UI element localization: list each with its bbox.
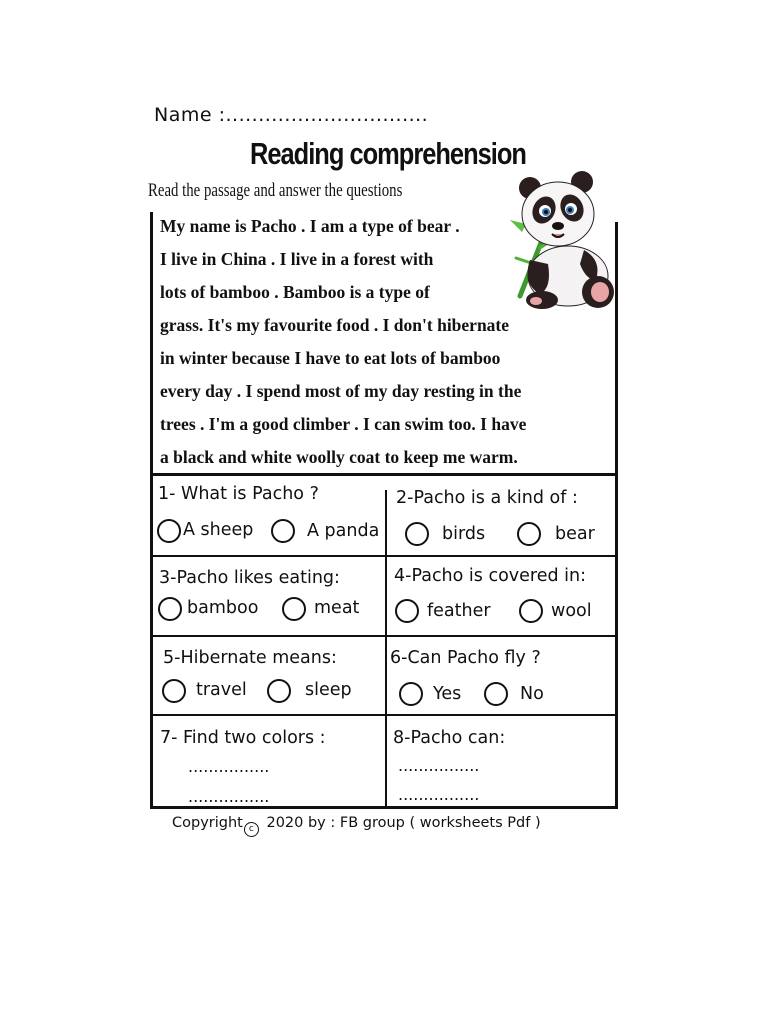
q1-option-a-label: A sheep (183, 520, 254, 540)
q1-option-a-radio[interactable] (157, 519, 181, 543)
instructions: Read the passage and answer the questions (148, 180, 403, 201)
passage-line: I live in China . I live in a forest with (160, 249, 434, 269)
q5-option-b-radio[interactable] (267, 679, 291, 703)
q6-option-a-label: Yes (433, 684, 462, 704)
q2-option-b-label: bear (555, 524, 595, 544)
name-field[interactable]: Name :............................... (154, 104, 429, 126)
q2-option-b-radio[interactable] (517, 522, 541, 546)
copyright-text: 2020 by : FB group ( worksheets Pdf ) (261, 815, 541, 831)
q8-answer-blank-1[interactable]: ................ (398, 756, 480, 775)
question-7: 7- Find two colors : (160, 728, 326, 748)
q5-option-a-label: travel (196, 680, 247, 700)
questions-center-divider (385, 490, 387, 808)
question-8: 8-Pacho can: (393, 728, 506, 748)
frame-left-border (150, 212, 153, 808)
q2-option-a-radio[interactable] (405, 522, 429, 546)
q2-option-a-label: birds (442, 524, 486, 544)
row-divider-2 (150, 635, 618, 637)
passage-line: every day . I spend most of my day resting in the (160, 381, 522, 401)
passage-line: in winter because I have to eat lots of bamboo (160, 348, 501, 368)
copyright-icon: c (244, 822, 259, 837)
passage-line: My name is Pacho . I am a type of bear . (160, 216, 460, 236)
q1-option-b-radio[interactable] (271, 519, 295, 543)
frame-bottom-border (150, 806, 618, 809)
q5-option-a-radio[interactable] (162, 679, 186, 703)
row-divider-3 (150, 714, 618, 716)
copyright-prefix: Copyright (172, 815, 243, 831)
passage-line: grass. It's my favourite food . I don't hibernate (160, 315, 510, 335)
q8-answer-blank-2[interactable]: ................ (398, 785, 480, 804)
q3-option-a-label: bamboo (187, 598, 259, 618)
q3-option-b-label: meat (314, 598, 360, 618)
passage-line: trees . I'm a good climber . I can swim too. I have (160, 414, 527, 434)
worksheet-title: Reading comprehension (250, 136, 526, 171)
q7-answer-blank-2[interactable]: ................ (188, 787, 270, 806)
question-1: 1- What is Pacho ? (158, 484, 319, 504)
passage-line: lots of bamboo . Bamboo is a type of (160, 282, 430, 302)
q4-option-a-label: feather (427, 601, 491, 621)
q6-option-b-radio[interactable] (484, 682, 508, 706)
q6-option-a-radio[interactable] (399, 682, 423, 706)
q3-option-a-radio[interactable] (158, 597, 182, 621)
q4-option-b-label: wool (551, 601, 592, 621)
passage-line: a black and white woolly coat to keep me warm. (160, 447, 518, 467)
q7-answer-blank-1[interactable]: ................ (188, 757, 270, 776)
q6-option-b-label: No (520, 684, 544, 704)
question-3: 3-Pacho likes eating: (159, 568, 340, 588)
panda-eating-bamboo-icon (500, 168, 618, 310)
row-divider-1 (150, 555, 618, 557)
question-5: 5-Hibernate means: (163, 648, 337, 668)
q3-option-b-radio[interactable] (282, 597, 306, 621)
q4-option-b-radio[interactable] (519, 599, 543, 623)
question-6: 6-Can Pacho fly ? (390, 648, 541, 668)
q1-option-b-label: A panda (307, 521, 380, 541)
question-2: 2-Pacho is a kind of : (396, 488, 578, 508)
q4-option-a-radio[interactable] (395, 599, 419, 623)
question-4: 4-Pacho is covered in: (394, 566, 587, 586)
q5-option-b-label: sleep (305, 680, 352, 700)
copyright-footer (172, 815, 541, 837)
